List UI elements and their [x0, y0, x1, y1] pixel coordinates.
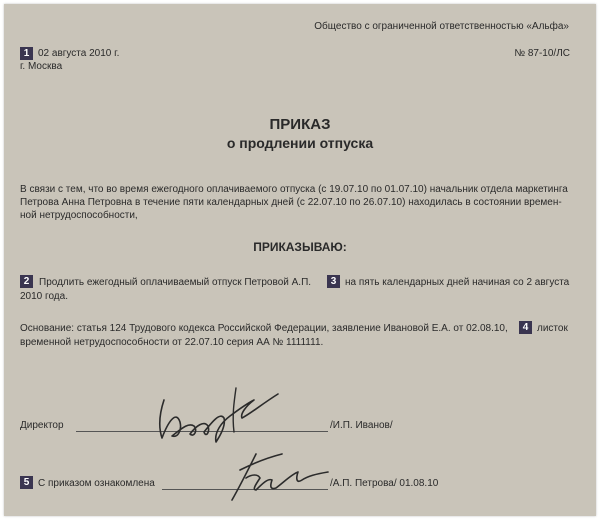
marker-badge-2: 2 — [20, 275, 33, 288]
director-signature — [150, 382, 285, 446]
marker-badge-3: 3 — [327, 275, 340, 288]
document-city: г. Москва — [20, 61, 63, 72]
directive-text-2: на пять календарных дней начиная со 2 августа — [345, 277, 570, 288]
acknowledgement-label: С приказом ознакомлена — [38, 478, 155, 489]
acknowledgement-name: /А.П. Петрова/ 01.08.10 — [330, 478, 439, 489]
order-document — [4, 4, 596, 516]
directive-text-1: Продлить ежегодный оплачиваемый отпуск Петровой А.П. — [39, 277, 312, 288]
marker-badge-5: 5 — [20, 476, 33, 489]
order-heading: ПРИКАЗЫВАЮ: — [253, 240, 347, 254]
intro-line-2: Петрова Анна Петровна в течение пяти календарных дней (с 22.07.10 по 26.07.10) находилась в состоянии времен- — [20, 197, 562, 208]
organization-name: Общество с ограниченной ответственностью «Альфа» — [314, 21, 569, 32]
director-name: /И.П. Иванов/ — [330, 420, 393, 431]
basis-line-1: Основание: статья 124 Трудового кодекса Российской Федерации, заявление Ивановой Е.А. от 02.08.10, — [20, 323, 508, 334]
basis-line-1-tail: листок — [537, 323, 568, 334]
document-number: № 87-10/ЛС — [514, 48, 570, 59]
intro-line-1: В связи с тем, что во время ежегодного оплачиваемого отпуска (с 19.07.10 по 01.07.10) начальник отдела маркетинга — [20, 184, 568, 195]
marker-badge-1: 1 — [20, 47, 33, 60]
document-date: 02 августа 2010 г. — [38, 48, 120, 59]
marker-badge-4: 4 — [519, 321, 532, 334]
acknowledgement-signature — [226, 444, 336, 504]
document-title: ПРИКАЗ — [269, 116, 331, 133]
basis-line-2: временной нетрудоспособности от 22.07.10 серия АА № 1111111. — [20, 337, 324, 348]
directive-text-3: 2010 года. — [20, 291, 68, 302]
document-subtitle: о продлении отпуска — [226, 135, 374, 151]
director-label: Директор — [20, 420, 64, 431]
intro-line-3: ной нетрудоспособности, — [20, 210, 138, 221]
